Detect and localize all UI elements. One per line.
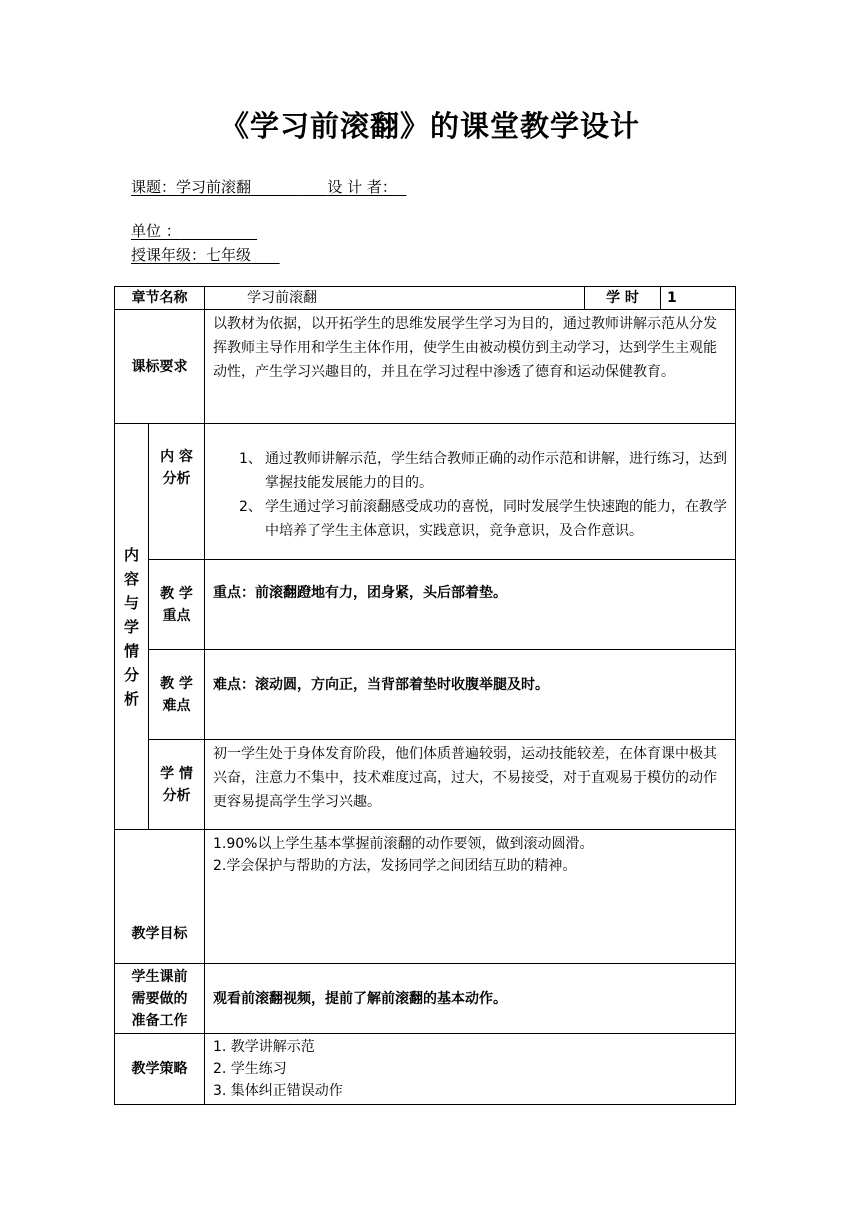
unit-label: 单位 ：	[131, 222, 181, 240]
chapter-row	[115, 287, 736, 310]
grade-label: 授课年级：七年级	[131, 246, 252, 264]
learner-text: 初一学生处于身体发育阶段，他们体质普遍较弱，运动技能较差，在体育课中极其兴奋，注意力不集中，技术难度过高，过大，不易接受，对于直观易于模仿的动作更容易提高学生学习兴趣。	[205, 740, 736, 830]
learner-label: 学 情 分析	[149, 740, 205, 830]
hours-value: 1	[661, 287, 736, 310]
list-item: 2. 学生练习	[213, 1061, 287, 1077]
topic-line	[131, 177, 406, 197]
goals-label: 教学目标	[115, 830, 205, 964]
strategy-cell	[205, 1034, 736, 1105]
content-analysis-label: 内 容 分析	[149, 424, 205, 560]
difficulty-row	[115, 650, 736, 740]
key-point-text: 重点：前滚翻蹬地有力，团身紧，头后部着垫。	[205, 560, 736, 650]
list-item: 3. 集体纠正错误动作	[213, 1083, 343, 1099]
prep-text: 观看前滚翻视频，提前了解前滚翻的基本动作。	[205, 964, 736, 1034]
unit-line	[131, 221, 257, 241]
grade-line	[131, 245, 280, 265]
designer-label: 设 计 者：	[327, 178, 397, 196]
standard-label: 课标要求	[115, 310, 205, 424]
list-item: 2、 学生通过学习前滚翻感受成功的喜悦，同时发展学生快速跑的能力，在教学中培养了学生主体意识，实践意识，竞争意识，及合作意识。	[239, 499, 727, 539]
prep-row	[115, 964, 736, 1034]
learner-row	[115, 740, 736, 830]
standard-text: 以教材为依据，以开拓学生的思维发展学生学习为目的，通过教师讲解示范从分发挥教师主导作用和学生主体作用，使学生由被动模仿到主动学习，达到学生主观能动性，产生学习兴趣目的，并且在学习过程中渗透了德育和运动保健教育。	[205, 310, 736, 424]
key-point-label: 教 学 重点	[149, 560, 205, 650]
difficulty-text: 难点：滚动圆，方向正，当背部着垫时收腹举腿及时。	[205, 650, 736, 740]
list-item: 1. 教学讲解示范	[213, 1039, 315, 1055]
chapter-value: 学习前滚翻	[205, 287, 585, 310]
list-item: 1、 通过教师讲解示范，学生结合教师正确的动作示范和讲解，进行练习，达到掌握技能发展能力的目的。	[239, 451, 727, 491]
difficulty-label: 教 学 难点	[149, 650, 205, 740]
list-item: 1.90%以上学生基本掌握前滚翻的动作要领，做到滚动圆滑。	[213, 836, 594, 852]
goals-cell	[205, 830, 736, 964]
standard-row	[115, 310, 736, 424]
list-item: 2.学会保护与帮助的方法，发扬同学之间团结互助的精神。	[213, 858, 577, 874]
lesson-table	[114, 286, 736, 1105]
goals-row	[115, 830, 736, 964]
topic-label: 课题：学习前滚翻	[131, 178, 252, 196]
page-title: 《学习前滚翻》的课堂教学设计	[219, 109, 640, 143]
content-analysis-cell	[205, 424, 736, 560]
content-analysis-row	[115, 424, 736, 560]
chapter-label: 章节名称	[115, 287, 205, 310]
analysis-group-label: 内 容 与 学 情 分 析	[115, 424, 149, 830]
hours-label: 学 时	[585, 287, 661, 310]
key-point-row	[115, 560, 736, 650]
strategy-label: 教学策略	[115, 1034, 205, 1105]
strategy-row	[115, 1034, 736, 1105]
prep-label: 学生课前 需要做的 准备工作	[115, 964, 205, 1034]
